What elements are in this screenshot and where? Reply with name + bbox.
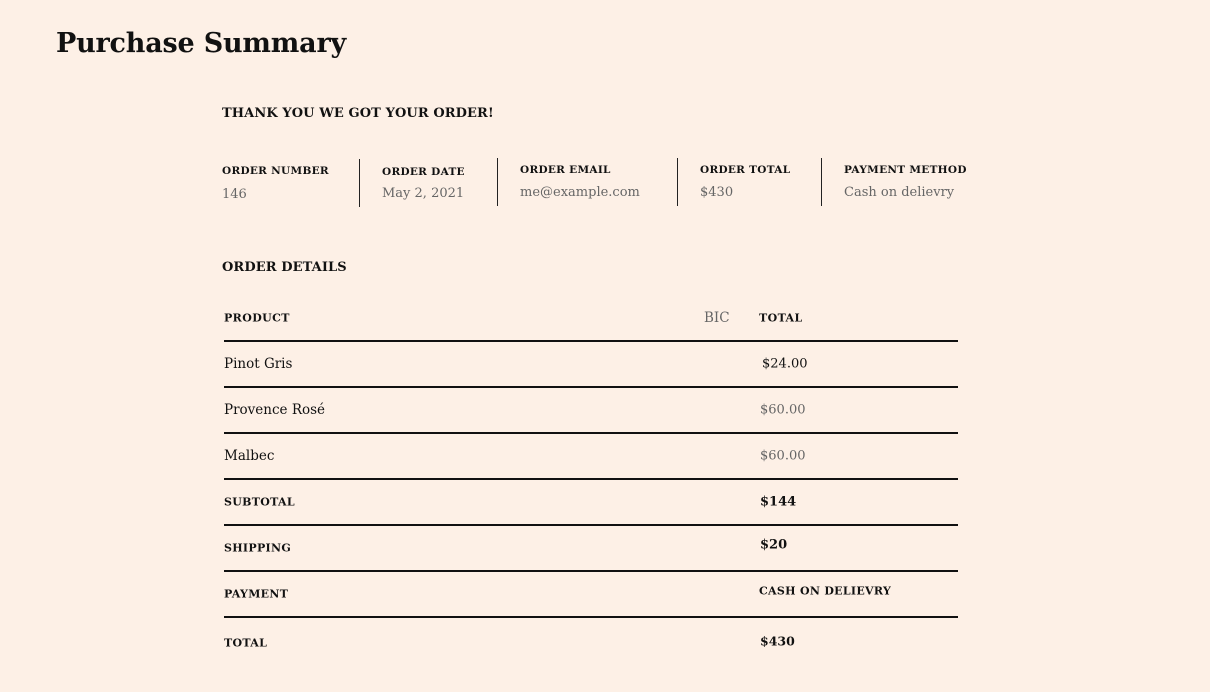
order-total-block [677,158,821,206]
order-details-heading: ORDER DETAILS [222,260,347,275]
order-meta [222,158,981,207]
subtotal-value: $144 [760,494,797,510]
order-total-label: ORDER TOTAL [700,164,791,176]
total-row [224,618,958,664]
shipping-value: $20 [760,537,788,553]
total-value: $430 [760,633,795,649]
payment-method-block [821,158,981,206]
order-number-value: 146 [222,187,247,202]
shipping-row [224,526,958,572]
order-email-value: me@example.com [520,185,640,200]
order-date-value: May 2, 2021 [382,186,465,201]
order-number-label: ORDER NUMBER [222,165,329,177]
order-details-table [224,296,958,664]
subtotal-row [224,480,958,526]
total-label: TOTAL [224,636,268,650]
table-header-row [224,296,958,342]
product-total: $60.00 [760,448,806,464]
bic-column-header: BIC [704,310,730,326]
order-number-block [222,158,359,206]
order-date-label: ORDER DATE [382,166,465,178]
product-column-header: PRODUCT [224,311,290,325]
table-row [224,342,958,388]
thank-you-message: THANK YOU WE GOT YOUR ORDER! [222,106,494,121]
order-date-block [359,159,497,207]
payment-row [224,572,958,618]
payment-method-label: PAYMENT METHOD [844,164,967,176]
page-title: Purchase Summary [56,28,346,59]
payment-label: PAYMENT [224,587,289,601]
total-column-header: TOTAL [759,311,803,325]
product-name: Provence Rosé [224,402,326,418]
product-name: Pinot Gris [224,356,293,372]
payment-value: CASH ON DELIEVRY [759,584,892,598]
order-total-value: $430 [700,185,734,200]
product-name: Malbec [224,448,275,464]
table-row [224,434,958,480]
payment-method-value: Cash on delievry [844,185,955,200]
product-total: $60.00 [760,402,806,418]
product-total: $24.00 [762,356,808,372]
table-row [224,388,958,434]
order-email-label: ORDER EMAIL [520,164,611,176]
shipping-label: SHIPPING [224,541,292,555]
order-email-block [497,158,677,206]
subtotal-label: SUBTOTAL [224,495,295,509]
